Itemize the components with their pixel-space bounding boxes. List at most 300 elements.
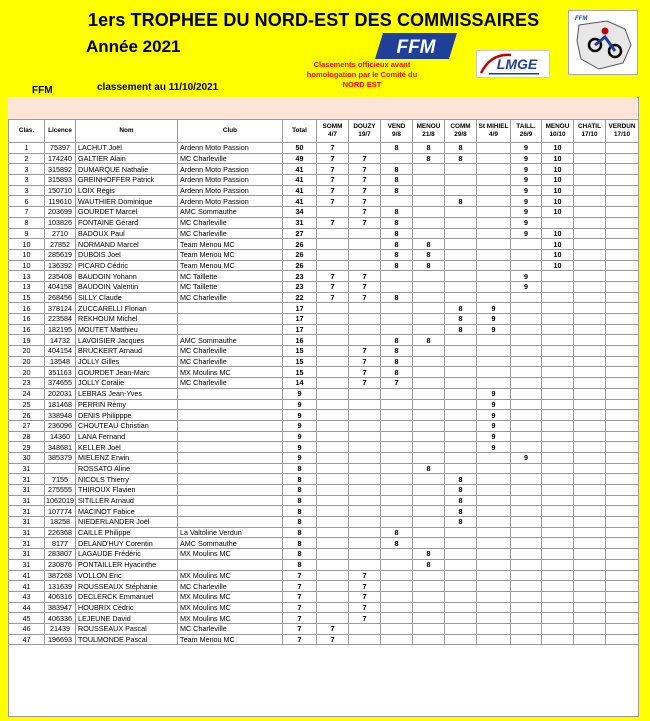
menou-10-10-cell [542,517,574,528]
name-cell: VOLLON Eric [76,570,178,581]
st-mihiel-cell [477,495,511,506]
douzy-cell [349,506,381,517]
comm-cell [445,378,477,389]
menou-10-10-cell [542,217,574,228]
name-cell: MACINOT Fabice [76,506,178,517]
douzy-cell [349,431,381,442]
taill-cell [511,260,542,271]
licence-cell: 338948 [45,410,76,421]
table-row [9,207,639,218]
st-mihiel-cell: 9 [477,324,511,335]
douzy-cell [349,324,381,335]
vend-cell: 8 [381,164,413,175]
verdun-cell [606,538,639,549]
menou-10-10-cell [542,378,574,389]
comm-cell: 8 [445,495,477,506]
st-mihiel-cell [477,143,511,154]
douzy-cell [349,474,381,485]
name-cell: DUBOIS Joel [76,249,178,260]
licence-cell: 315893 [45,175,76,186]
total-cell: 8 [283,485,317,496]
ffm-logo [375,33,457,59]
chatil-cell [574,506,606,517]
comm-cell [445,538,477,549]
club-cell: MC Charleville [178,292,283,303]
menou-21-8-cell: 8 [413,559,445,570]
name-cell: KELLER Joël [76,442,178,453]
douzy-cell: 7 [349,175,381,186]
column-header-date: 21/8 [422,131,435,138]
vend-cell [381,324,413,335]
licence-cell: 27852 [45,239,76,250]
name-cell: DUMARQUE Nathalie [76,164,178,175]
comm-cell [445,346,477,357]
menou-10-10-cell: 10 [542,164,574,175]
menou-10-10-cell [542,613,574,624]
st-mihiel-cell [477,164,511,175]
rank-cell: 9 [9,228,45,239]
comm-cell: 8 [445,143,477,154]
rank-cell: 28 [9,431,45,442]
club-cell: Ardenn Moto Passion [178,175,283,186]
club-cell [178,474,283,485]
menou-10-10-cell: 10 [542,239,574,250]
menou-21-8-cell [413,185,445,196]
licence-cell: 14732 [45,335,76,346]
licence-cell: 374655 [45,378,76,389]
st-mihiel-cell [477,196,511,207]
ffm-logo-text: FFM [396,37,436,58]
table-row [9,549,639,560]
menou-10-10-cell [542,314,574,325]
chatil-cell [574,185,606,196]
st-mihiel-cell [477,559,511,570]
somm-cell [317,442,349,453]
taill-cell [511,292,542,303]
vend-cell [381,463,413,474]
st-mihiel-cell: 9 [477,420,511,431]
comm-cell [445,431,477,442]
menou-10-10-cell: 10 [542,249,574,260]
rank-cell: 29 [9,442,45,453]
name-cell: LAVOISIER Jacques [76,335,178,346]
total-cell: 8 [283,538,317,549]
licence-cell: 406316 [45,591,76,602]
menou-10-10-cell [542,452,574,463]
menou-21-8-cell [413,420,445,431]
licence-cell: 107774 [45,506,76,517]
menou-10-10-cell [542,271,574,282]
menou-21-8-cell [413,196,445,207]
total-cell: 9 [283,431,317,442]
column-header-label: SOMM [322,123,343,130]
table-row [9,602,639,613]
column-header-date: 17/10 [614,131,630,138]
table-row [9,228,639,239]
table-row [9,420,639,431]
menou-10-10-cell [542,623,574,634]
taill-cell [511,474,542,485]
chatil-cell [574,420,606,431]
somm-cell: 7 [317,217,349,228]
somm-cell: 7 [317,271,349,282]
vend-cell [381,506,413,517]
vend-cell [381,196,413,207]
table-row [9,559,639,570]
somm-cell [317,613,349,624]
total-cell: 9 [283,420,317,431]
somm-cell [317,249,349,260]
somm-cell [317,378,349,389]
total-cell: 26 [283,239,317,250]
vend-cell: 8 [381,335,413,346]
st-mihiel-cell [477,378,511,389]
verdun-cell [606,388,639,399]
st-mihiel-cell [477,452,511,463]
licence-cell: 383947 [45,602,76,613]
comm-cell [445,164,477,175]
menou-10-10-cell [542,431,574,442]
douzy-cell [349,314,381,325]
comm-cell [445,634,477,645]
name-cell: LEBRAS Jean-Yves [76,388,178,399]
menou-21-8-cell [413,303,445,314]
name-cell: CHOUTEAU Christian [76,420,178,431]
verdun-cell [606,549,639,560]
total-cell: 7 [283,570,317,581]
douzy-cell: 7 [349,581,381,592]
douzy-cell [349,538,381,549]
vend-cell [381,474,413,485]
licence-cell: 8177 [45,538,76,549]
taill-cell [511,420,542,431]
vend-cell [381,271,413,282]
menou-21-8-cell: 8 [413,463,445,474]
licence-cell: 351163 [45,367,76,378]
total-cell: 17 [283,324,317,335]
taill-cell [511,346,542,357]
club-cell: La Valtoline Verdun [178,527,283,538]
column-header-label: Club [222,127,238,134]
column-header-label: DOUZY [353,123,376,130]
st-mihiel-cell [477,581,511,592]
club-cell: AMC Sommauthe [178,207,283,218]
taill-cell [511,399,542,410]
chatil-cell [574,431,606,442]
name-cell: ROSSATO Aline [76,463,178,474]
vend-cell [381,570,413,581]
douzy-cell: 7 [349,346,381,357]
licence-cell: 236096 [45,420,76,431]
table-row [9,303,639,314]
licence-cell: 285619 [45,249,76,260]
vend-cell: 8 [381,249,413,260]
name-cell: FONTAINE Gérard [76,217,178,228]
taill-cell [511,303,542,314]
taill-cell [511,378,542,389]
st-mihiel-cell [477,175,511,186]
column-header-label: COMM [450,123,471,130]
douzy-cell: 7 [349,207,381,218]
total-cell: 27 [283,228,317,239]
licence-cell: 235408 [45,271,76,282]
rank-cell: 1 [9,143,45,154]
licence-cell: 1062019 [46,496,74,506]
douzy-cell [349,249,381,260]
st-mihiel-cell [477,474,511,485]
club-cell: MC Taillette [178,281,283,292]
club-cell: MC Charleville [178,378,283,389]
menou-21-8-cell [413,538,445,549]
somm-cell [317,602,349,613]
name-cell: ROUSSEAUX Stéphanie [76,581,178,592]
name-cell: LAGAUDE Frédéric [76,549,178,560]
licence-cell: 174240 [45,153,76,164]
table-row [9,399,639,410]
column-header-date: 4/9 [489,131,498,138]
total-cell: 8 [283,559,317,570]
total-cell: 17 [283,314,317,325]
vend-cell [381,559,413,570]
name-cell: SILLY Claude [76,292,178,303]
douzy-cell [349,410,381,421]
vend-cell [381,623,413,634]
verdun-cell [606,367,639,378]
douzy-cell [349,303,381,314]
table-row [9,527,639,538]
licence-cell: 387268 [45,570,76,581]
douzy-cell: 7 [349,591,381,602]
menou-21-8-cell [413,164,445,175]
st-mihiel-cell [477,485,511,496]
chatil-cell [574,356,606,367]
licence-cell: 150710 [45,185,76,196]
table-row [9,613,639,624]
rank-cell: 31 [9,538,45,549]
somm-cell [317,506,349,517]
club-cell: Ardenn Moto Passion [178,185,283,196]
menou-10-10-cell [542,549,574,560]
menou-21-8-cell [413,388,445,399]
total-cell: 17 [283,303,317,314]
menou-10-10-cell [542,506,574,517]
menou-21-8-cell [413,207,445,218]
st-mihiel-cell [477,527,511,538]
licence-cell: 136392 [45,260,76,271]
table-row [9,324,639,335]
comm-cell [445,260,477,271]
somm-cell: 7 [317,175,349,186]
chatil-cell [574,249,606,260]
verdun-cell [606,378,639,389]
somm-cell: 7 [317,634,349,645]
comm-cell: 8 [445,324,477,335]
vend-cell [381,410,413,421]
vend-cell [381,591,413,602]
table-row [9,442,639,453]
table-row [9,249,639,260]
verdun-cell [606,485,639,496]
menou-10-10-cell [542,410,574,421]
vend-cell [381,153,413,164]
licence-cell: 223584 [45,314,76,325]
rank-cell: 8 [9,217,45,228]
table-row [9,378,639,389]
vend-cell [381,420,413,431]
somm-cell [317,452,349,463]
table-row [9,196,639,207]
column-header [477,120,511,143]
name-cell: NORMAND Marcel [76,239,178,250]
name-cell: GALTIER Alain [76,153,178,164]
chatil-cell [574,463,606,474]
corner-logo-text: FFM [575,16,588,22]
menou-21-8-cell [413,474,445,485]
licence-cell: 275555 [45,485,76,496]
name-cell: GREINHOFFER Patrick [76,175,178,186]
vend-cell [381,549,413,560]
total-cell: 16 [283,335,317,346]
season-year: Année 2021 [86,37,181,56]
menou-21-8-cell: 8 [413,153,445,164]
column-header-label: TAILL. [516,123,536,130]
chatil-cell [574,217,606,228]
menou-10-10-cell [542,527,574,538]
menou-10-10-cell [542,442,574,453]
total-cell: 15 [283,356,317,367]
table-row [9,485,639,496]
menou-21-8-cell [413,613,445,624]
chatil-cell [574,367,606,378]
taill-cell [511,549,542,560]
table-row [9,367,639,378]
somm-cell [317,367,349,378]
menou-10-10-cell: 10 [542,196,574,207]
total-cell: 31 [283,217,317,228]
name-cell: ZUCCARELLI Florian [76,303,178,314]
menou-21-8-cell: 8 [413,260,445,271]
club-cell [178,442,283,453]
vend-cell: 8 [381,143,413,154]
column-header-label: Licence [48,127,72,134]
taill-cell [511,367,542,378]
douzy-cell: 7 [349,613,381,624]
rank-cell: 16 [9,324,45,335]
total-cell: 41 [283,175,317,186]
verdun-cell [606,431,639,442]
vend-cell: 7 [381,378,413,389]
chatil-cell [574,634,606,645]
club-cell [178,399,283,410]
vend-cell [381,442,413,453]
total-cell: 49 [283,153,317,164]
st-mihiel-cell: 9 [477,399,511,410]
comm-cell [445,570,477,581]
rank-cell: 27 [9,420,45,431]
total-cell: 41 [283,196,317,207]
somm-cell [317,324,349,335]
table-row [9,538,639,549]
chatil-cell [574,602,606,613]
club-cell: MX Moulins MC [178,570,283,581]
douzy-cell [349,517,381,528]
verdun-cell [606,410,639,421]
rank-cell: 16 [9,303,45,314]
club-cell: MC Taillette [178,271,283,282]
licence-cell: 181468 [45,399,76,410]
rank-cell: 31 [9,485,45,496]
douzy-cell [349,420,381,431]
club-cell [178,485,283,496]
douzy-cell: 7 [349,367,381,378]
total-cell: 8 [283,549,317,560]
rank-cell: 19 [9,335,45,346]
menou-21-8-cell [413,495,445,506]
column-header [45,120,76,143]
chatil-cell [574,474,606,485]
comm-cell [445,249,477,260]
club-cell: MC Charleville [178,217,283,228]
licence-cell: 268456 [45,292,76,303]
comm-cell [445,613,477,624]
chatil-cell [574,527,606,538]
st-mihiel-cell [477,549,511,560]
column-header [9,120,45,143]
total-cell: 8 [283,474,317,485]
taill-cell [511,623,542,634]
menou-10-10-cell: 10 [542,153,574,164]
lmge-logo-mark [477,51,549,77]
comm-cell [445,207,477,218]
federation-label: FFM [32,85,53,96]
menou-21-8-cell [413,581,445,592]
chatil-cell [574,196,606,207]
comm-cell [445,410,477,421]
menou-21-8-cell [413,292,445,303]
comm-cell: 8 [445,517,477,528]
name-cell: JOLLY Gilles [76,356,178,367]
menou-21-8-cell [413,175,445,186]
total-cell: 8 [283,517,317,528]
menou-10-10-cell [542,602,574,613]
rank-cell: 41 [9,581,45,592]
table-row [9,431,639,442]
menou-21-8-cell [413,228,445,239]
chatil-cell [574,239,606,250]
licence-cell: 196693 [45,634,76,645]
verdun-cell [606,442,639,453]
chatil-cell [574,559,606,570]
menou-21-8-cell [413,442,445,453]
notice-line-2: homologation par le Comité du [306,70,418,79]
chatil-cell [574,324,606,335]
menou-21-8-cell [413,314,445,325]
chatil-cell [574,581,606,592]
menou-21-8-cell [413,399,445,410]
somm-cell [317,485,349,496]
rank-cell: 6 [9,196,45,207]
comm-cell [445,175,477,186]
column-header [511,120,542,143]
verdun-cell [606,602,639,613]
verdun-cell [606,228,639,239]
taill-cell [511,506,542,517]
total-cell: 8 [283,495,317,506]
taill-cell [511,634,542,645]
st-mihiel-cell [477,613,511,624]
taill-cell [511,591,542,602]
douzy-cell [349,463,381,474]
